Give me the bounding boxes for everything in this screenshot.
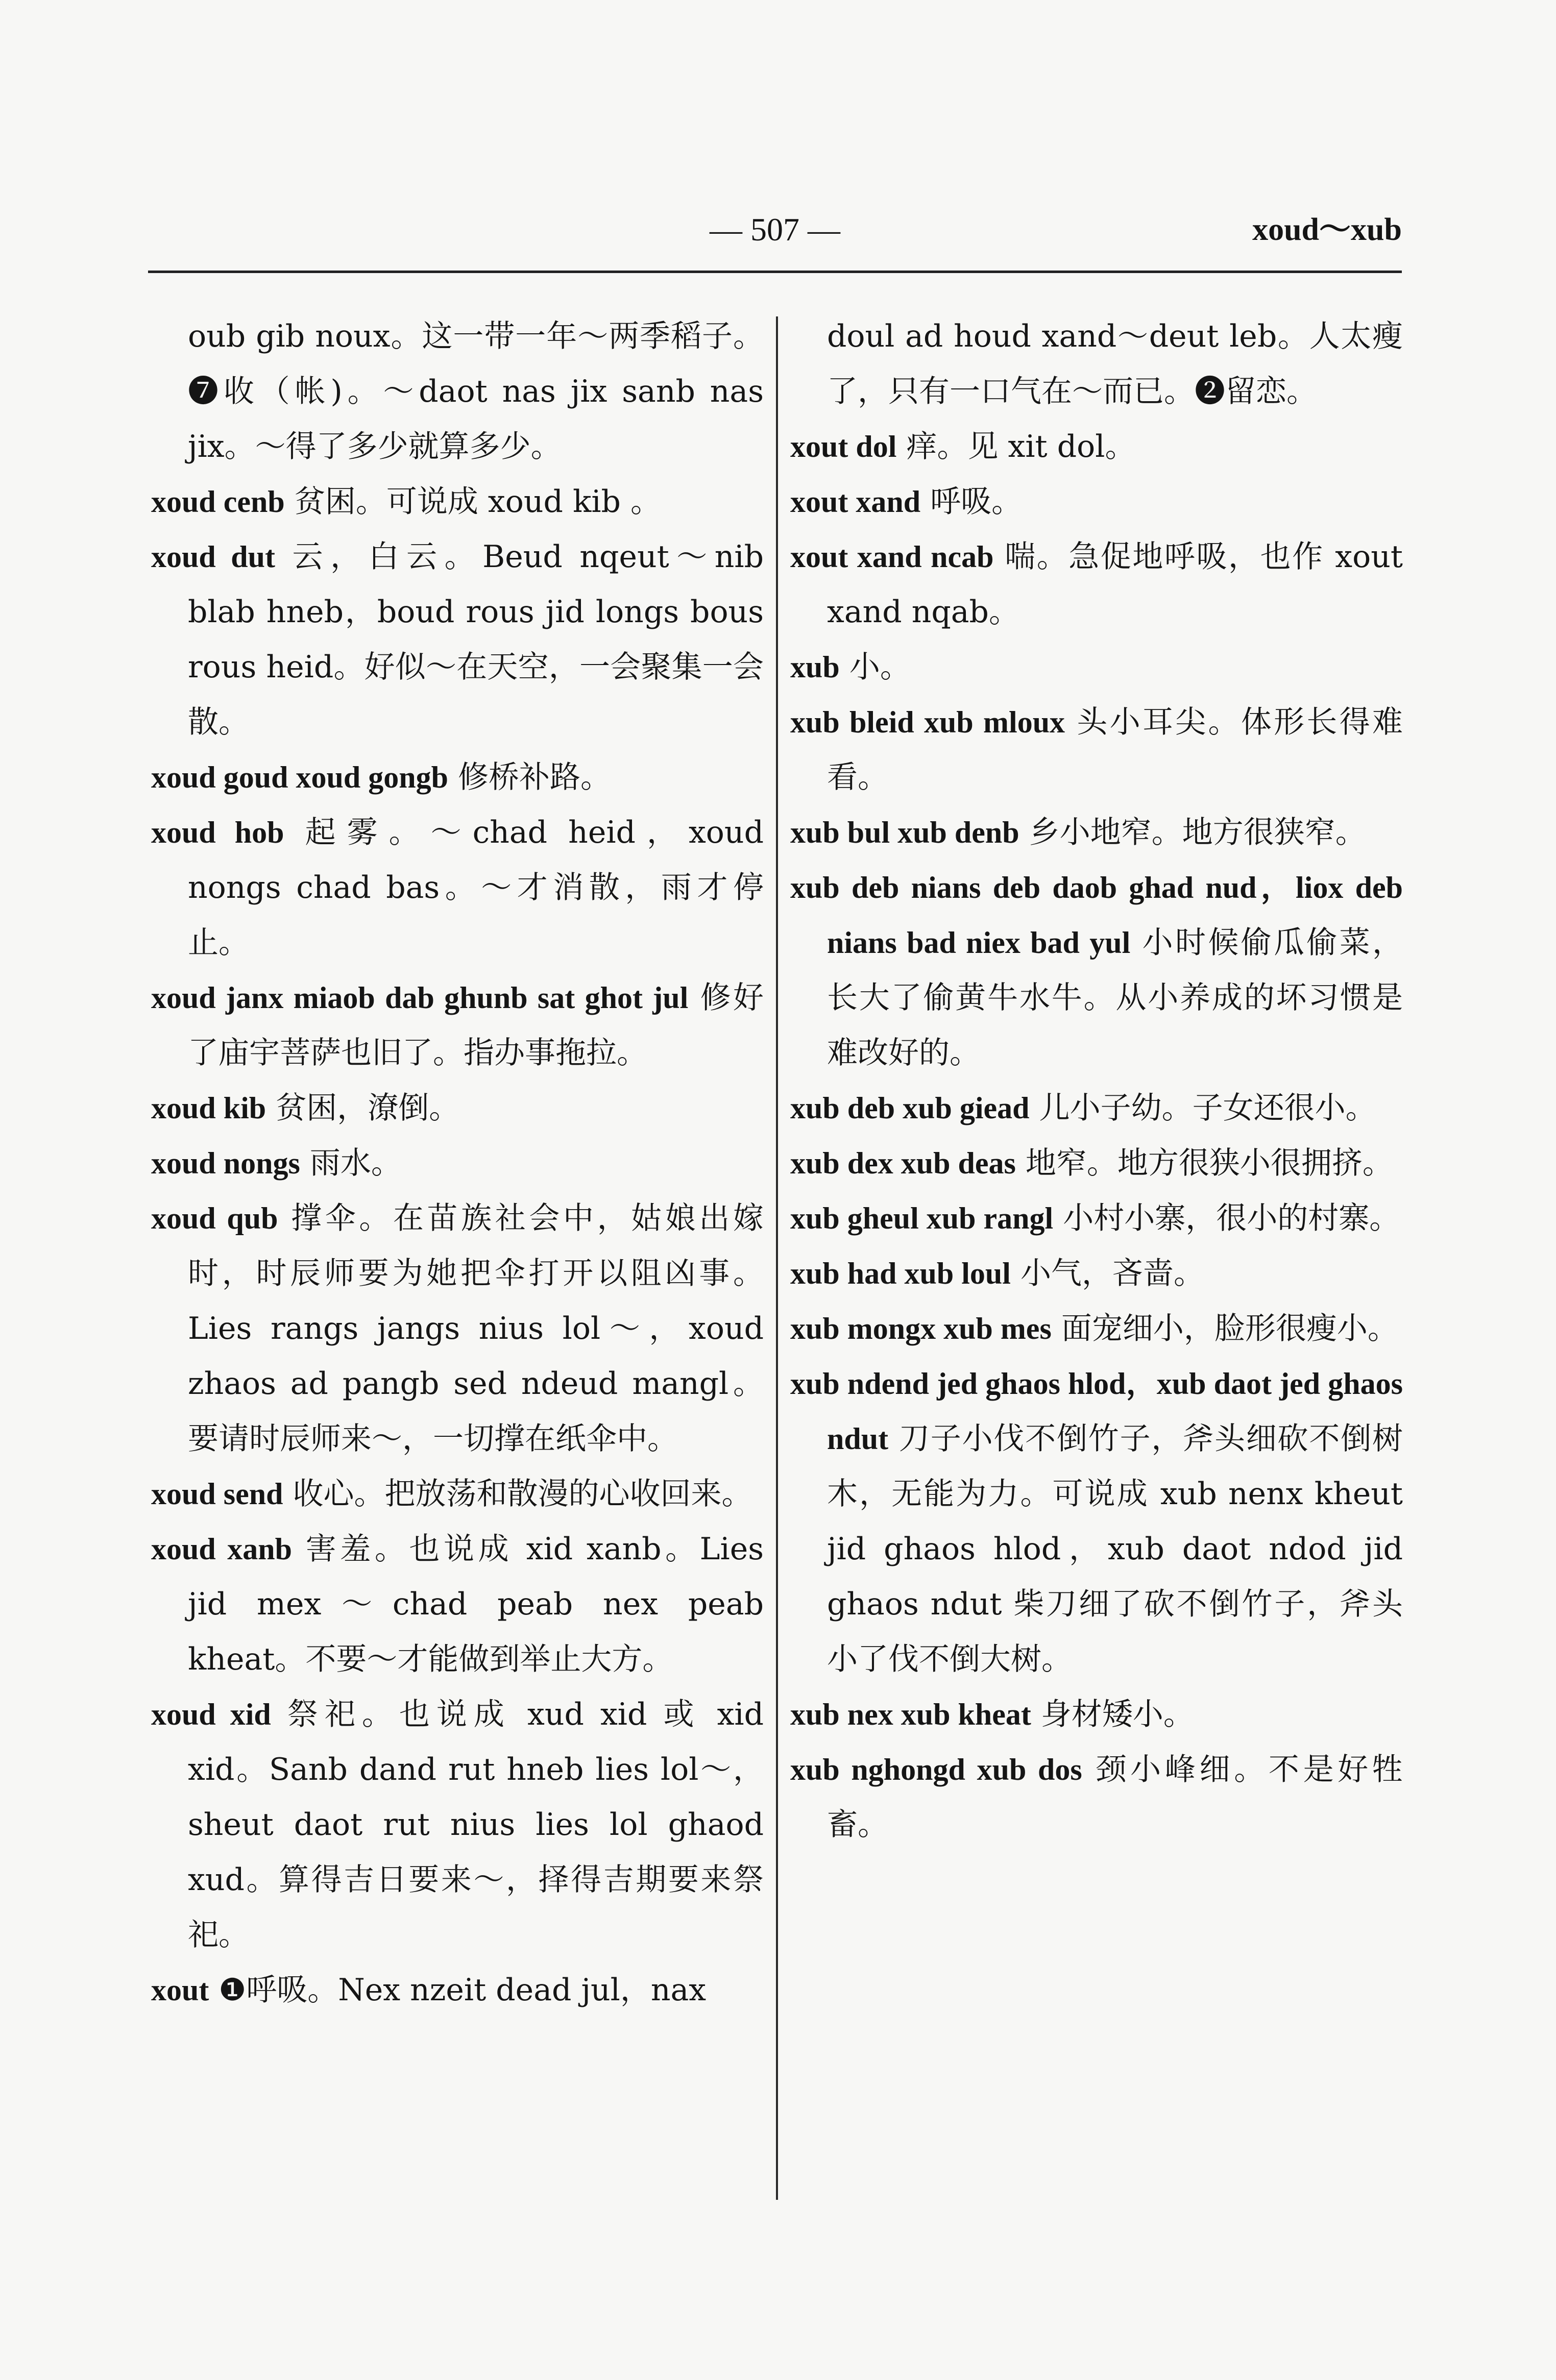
page-header <box>148 207 1402 268</box>
definition: 贫困。可说成 xoud kib 。 <box>284 484 662 520</box>
dictionary-entry <box>151 1081 764 1136</box>
dictionary-entry <box>151 1962 764 2018</box>
definition: 云，白云。Beud nqeut～nib blab hneb，boud rous jid longs bous rous heid。好似～在天空，一会聚集一会散。 <box>188 539 764 740</box>
definition: 地窄。地方很狭小很拥挤。 <box>1015 1145 1393 1181</box>
headword: xub nghongd xub dos <box>790 1753 1082 1786</box>
dictionary-entry <box>151 529 764 750</box>
dictionary-entry <box>790 1687 1403 1742</box>
headword: xoud goud xoud gongb <box>151 760 448 794</box>
headword: xub <box>790 650 840 684</box>
dictionary-entry <box>790 1081 1403 1136</box>
definition: 头小耳尖。体形长得难看。 <box>827 704 1403 795</box>
dictionary-entry <box>151 1466 764 1522</box>
headword: xub deb nians deb daob ghad nud，liox deb nians bad niex bad yul <box>790 871 1403 960</box>
definition: 修桥补路。 <box>448 759 612 795</box>
dictionary-entry <box>790 805 1403 860</box>
headword: xoud kib <box>151 1091 266 1125</box>
dictionary-entry <box>790 1742 1403 1852</box>
definition: 小气，吝啬。 <box>1010 1256 1205 1291</box>
headword: xout xand <box>790 485 921 519</box>
headword: xout xand ncab <box>790 540 994 574</box>
dictionary-entry <box>790 529 1403 640</box>
dictionary-entry <box>790 474 1403 529</box>
headword: xout dol <box>790 430 897 463</box>
headword: xub ndend jed ghaos hlod，xub daot jed ghaos ndut <box>790 1367 1403 1456</box>
dictionary-entry <box>151 474 764 529</box>
left-column <box>151 309 764 2018</box>
definition: 呼吸。 <box>920 484 1023 520</box>
definition: 刀子小伐不倒竹子，斧头细砍不倒树木，无能为力。可说成 xub nenx kheut jid ghaos hlod，xub daot ndod jid ghaos ndut 柴刀细了砍不倒竹子，斧头小了伐不倒大树。 <box>827 1421 1403 1677</box>
headword: xub nex xub kheat <box>790 1698 1031 1731</box>
headword: xoud xid <box>151 1698 271 1731</box>
definition: 乡小地窄。地方很狭窄。 <box>1019 815 1366 850</box>
definition: 小村小寨，很小的村寨。 <box>1053 1200 1400 1236</box>
right-column <box>790 309 1403 1852</box>
definition: 儿小子幼。子女还很小。 <box>1029 1090 1376 1126</box>
dictionary-entry: doul ad houd xand～deut leb。人太瘦了，只有一口气在～而已。❷留恋。 <box>827 318 1403 409</box>
headword: xout <box>151 1973 209 2007</box>
dictionary-entry <box>790 640 1403 695</box>
definition: 修好了庙宇菩萨也旧了。指办事拖拉。 <box>188 980 764 1071</box>
headword: xoud janx miaob dab ghunb sat ghot jul <box>151 981 689 1015</box>
headword: xub gheul xub rangl <box>790 1201 1054 1235</box>
dictionary-entry <box>151 970 764 1081</box>
headword: xub had xub loul <box>790 1257 1011 1290</box>
definition: 撑伞。在苗族社会中，姑娘出嫁时，时辰师要为她把伞打开以阻凶事。Lies rangs jangs nius lol～，xoud zhaos ad pangb sed ndeud mangl。要请时辰师来～，一切撑在纸伞中。 <box>188 1200 764 1457</box>
page-number: — 507 — <box>710 211 840 248</box>
dictionary-entry <box>151 750 764 805</box>
dictionary-entry <box>151 805 764 970</box>
definition: 面宠细小，脸形很瘦小。 <box>1051 1311 1398 1346</box>
definition: 小。 <box>839 649 911 685</box>
dictionary-entry <box>790 1301 1403 1356</box>
dictionary-entry <box>790 695 1403 805</box>
definition: 贫困，潦倒。 <box>266 1090 460 1126</box>
dictionary-entry <box>790 1191 1403 1246</box>
definition: 喘。急促地呼吸，也作 xout xand nqab。 <box>827 539 1403 630</box>
headword: xub dex xub deas <box>790 1146 1016 1180</box>
headword: xoud cenb <box>151 485 285 519</box>
definition: 起雾。～chad heid，xoud nongs chad bas。～才消散，雨才停止。 <box>188 815 764 961</box>
headword: xub deb xub giead <box>790 1091 1030 1125</box>
definition: 害羞。也说成 xid xanb。Lies jid mex～chad peab nex peab kheat。不要～才能做到举止大方。 <box>188 1531 764 1677</box>
definition: 小时候偷瓜偷菜，长大了偷黄牛水牛。从小养成的坏习惯是难改好的。 <box>827 925 1403 1071</box>
headword: xub bleid xub mloux <box>790 705 1065 739</box>
header-rule <box>148 271 1402 273</box>
dictionary-entry <box>790 1246 1403 1301</box>
headword: xoud xanb <box>151 1532 293 1566</box>
dictionary-entry <box>790 1356 1403 1687</box>
headword: xub mongx xub mes <box>790 1312 1052 1345</box>
dictionary-entry: oub gib noux。这一带一年～两季稻子。❼收（帐)。～daot nas jix sanb nas jix。～得了多少就算多少。 <box>188 318 764 464</box>
dictionary-entry <box>151 1687 764 1962</box>
definition: 雨水。 <box>300 1145 402 1181</box>
dictionary-entry <box>151 1191 764 1466</box>
headword: xub bul xub denb <box>790 816 1019 849</box>
headword: xoud dut <box>151 540 275 574</box>
definition: 痒。见 xit dol。 <box>896 429 1136 464</box>
headword: xoud hob <box>151 816 284 849</box>
definition: 身材矮小。 <box>1031 1697 1194 1732</box>
definition: ❶呼吸。Nex nzeit dead jul，nax <box>209 1972 707 2008</box>
dictionary-entry <box>790 860 1403 1081</box>
headword: xoud nongs <box>151 1146 300 1180</box>
headword: xoud send <box>151 1477 283 1511</box>
dictionary-entry <box>790 419 1403 474</box>
definition: 祭祀。也说成 xud xid 或 xid xid。Sanb dand rut hneb lies lol～，sheut daot rut nius lies lol ghaod xud。算得吉日要来～，择得吉期要来祭祀。 <box>188 1697 764 1953</box>
definition: 颈小峰细。不是好牲畜。 <box>827 1752 1403 1843</box>
dictionary-entry <box>151 1522 764 1687</box>
definition: 收心。把放荡和散漫的心收回来。 <box>283 1476 752 1512</box>
dictionary-entry <box>790 1136 1403 1191</box>
column-divider <box>776 316 778 2200</box>
dictionary-entry <box>151 1136 764 1191</box>
running-head: xoud～xub <box>1252 212 1402 247</box>
headword: xoud qub <box>151 1201 278 1235</box>
